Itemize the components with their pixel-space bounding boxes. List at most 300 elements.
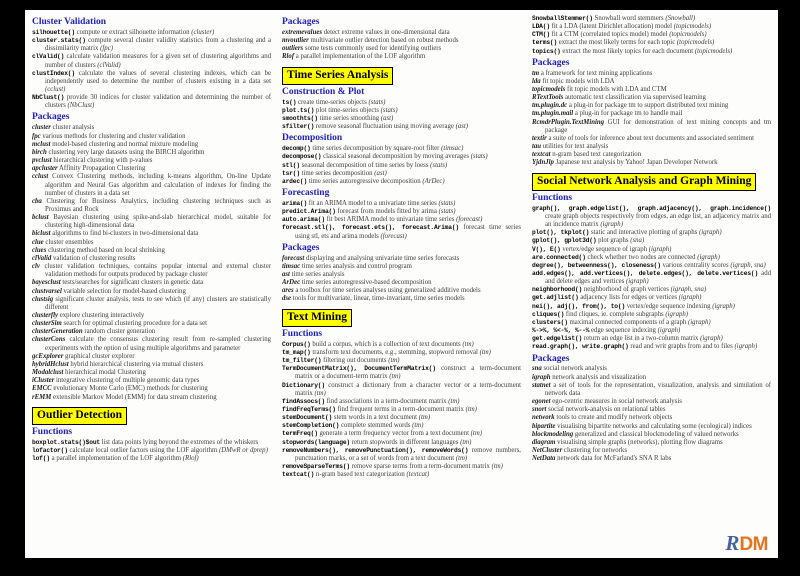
entry-description: calculate the values of several clustering indexes, which can be independently used to determine the number of clusters existing in a data set: [45, 69, 271, 85]
function-name: V(), E(): [532, 245, 561, 253]
package-reference: (igraph): [712, 302, 735, 310]
function-entry: [282, 162, 521, 170]
entry-description: construct a dictionary from a character vector or a term-document matrix: [295, 381, 521, 397]
package-name: ares: [282, 287, 294, 295]
package-name: iCluster: [32, 377, 55, 385]
package-entry: [32, 394, 271, 402]
entry-description: adjacency lists for edges or vertices: [580, 294, 678, 302]
package-entry: [532, 119, 771, 135]
entry-description: tests/searches for significant clusters in genetic data: [62, 279, 204, 287]
entry-description: a plug-in for package tm to support distributed text mining: [568, 102, 729, 110]
function-name: stopwords(language): [282, 438, 350, 446]
entry-description: fit topic models with LDA: [542, 77, 615, 85]
entry-description: variable selection for model-based clustering: [63, 287, 186, 295]
function-name: read.graph(), write.graph(): [532, 343, 629, 351]
entry-description: find cliques, ie. complete subgraphs: [565, 310, 664, 318]
function-name: cliques(): [532, 310, 565, 318]
entry-description: a set of tools for the representation, visualization, analysis and simulation of network data: [545, 381, 771, 397]
package-name: tm: [532, 69, 540, 77]
function-entry: [282, 447, 521, 463]
package-name: cclust: [32, 173, 49, 181]
function-name: graph(), graph.edgelist(), graph.adjacency(), graph.incidence(): [532, 204, 771, 212]
entry-description: cluster validation techniques, contains popular internal and external cluster validation methods for outputs produced by package cluster: [44, 263, 271, 279]
entry-description: extract the most likely terms for each topic: [558, 39, 676, 47]
entry-description: fit topic models with LDA and CTM: [566, 86, 667, 94]
entry-description: a parallel implementation of the LOF algorithm: [51, 455, 182, 463]
package-reference: (fpc): [100, 45, 113, 53]
package-entry: [32, 149, 271, 157]
package-name: textcat: [532, 151, 551, 159]
package-name: clusterGeneration: [32, 328, 83, 336]
package-name: EMCC: [32, 385, 52, 393]
package-entry: [532, 398, 771, 406]
subsection-heading: Functions: [532, 192, 573, 203]
function-name: neighborhood(): [532, 286, 583, 294]
function-entry: [282, 430, 521, 438]
package-reference: (tm): [462, 340, 474, 348]
package-reference: (cluster): [191, 28, 215, 36]
entry-description: find associations in a term-document matrix: [326, 397, 447, 405]
function-entry: [282, 224, 521, 240]
package-reference: (igraph, sna): [730, 261, 766, 269]
entry-description: cluster ensembles: [45, 238, 94, 246]
function-entry: [282, 170, 521, 178]
package-reference: (igraph): [697, 253, 720, 261]
package-name: clusterSim: [32, 320, 62, 328]
package-name: RTextTools: [532, 94, 564, 102]
package-name: sna: [532, 365, 542, 373]
package-name: gcExplorer: [32, 352, 64, 360]
package-name: bayesclust: [32, 279, 61, 287]
package-name: tm.plugin.mail: [532, 110, 574, 118]
function-entry: [532, 327, 771, 335]
package-reference: (igraph): [648, 245, 672, 253]
function-entry: [32, 37, 271, 53]
subsection-heading: Packages: [282, 17, 320, 27]
function-name: stemCompletion(): [282, 422, 340, 430]
function-name: add.edges(), add.vertices(), delete.edges(), delete.vertices(): [532, 269, 759, 277]
package-entry: [532, 382, 771, 398]
package-entry: [32, 336, 271, 352]
package-name: bipartite: [532, 422, 556, 430]
package-entry: [32, 296, 271, 312]
section-header: Time Series Analysis: [282, 67, 393, 85]
entry-description: n-gram based text categorization: [315, 471, 405, 479]
package-name: biclust: [32, 230, 51, 238]
entry-description: hybrid hierarchical clustering via mutual clusters: [70, 360, 204, 368]
entry-description: a plug-in for package tm to handle mail: [574, 110, 683, 118]
function-entry: [282, 349, 521, 357]
package-reference: (tm): [412, 422, 424, 430]
entry-description: clustering for networks: [563, 447, 627, 455]
package-name: lda: [532, 77, 541, 85]
entry-description: network analysis and visualization: [552, 373, 647, 381]
package-entry: [532, 447, 771, 455]
function-name: SnowballStemmer(): [532, 15, 593, 22]
package-entry: [32, 173, 271, 197]
entry-description: automatic text classification via supervised learning: [564, 94, 706, 102]
function-name: topics(): [532, 47, 561, 55]
package-reference: (tm): [448, 397, 460, 405]
entry-description: social network analysis: [543, 365, 607, 373]
function-name: decompose(): [282, 153, 322, 161]
entry-description: calculate validation measures for a given set of clustering algorithms and number of clusters: [45, 53, 271, 69]
function-entry: [282, 123, 521, 131]
package-name: clv: [32, 263, 40, 271]
function-entry: [282, 115, 521, 123]
package-reference: (tm): [314, 389, 326, 397]
package-reference: (tm): [460, 438, 472, 446]
function-name: ts(): [282, 98, 297, 106]
entry-description: plot time-series objects: [315, 106, 379, 114]
function-entry: [32, 455, 271, 463]
package-reference: (forecast): [456, 216, 483, 224]
package-entry: [32, 230, 271, 238]
function-name: plot.ts(): [282, 106, 315, 114]
package-entry: [32, 198, 271, 214]
package-name: Rlof: [282, 53, 295, 61]
entry-description: neighborhood of graph vertices: [583, 286, 669, 294]
package-name: blockmodeling: [532, 430, 574, 438]
entry-description: remove seasonal fluctuation using moving average: [315, 123, 454, 131]
package-entry: [32, 353, 271, 361]
package-name: NetCluster: [532, 447, 563, 455]
function-name: forecast.stl(), forecast.ets(), forecast.Arima(): [282, 224, 459, 232]
package-name: extremevalues: [282, 28, 323, 36]
entry-description: some tests commonly used for identifying outliers: [304, 45, 442, 53]
package-entry: [532, 374, 771, 382]
package-reference: (stats): [430, 161, 448, 169]
package-entry: [32, 279, 271, 287]
package-entry: [282, 271, 521, 279]
entry-description: edge sequence indexing: [590, 327, 656, 335]
entry-description: fit a CTM (correlated topics model) model: [551, 31, 668, 39]
function-name: degree(), betweenness(), closeness(): [532, 261, 661, 269]
package-entry: [32, 288, 271, 296]
entry-description: graphical cluster explorer: [65, 352, 135, 360]
function-entry: [282, 463, 521, 471]
package-reference: (Rlof): [182, 455, 199, 463]
entry-description: time series autoregressive decomposition: [308, 177, 421, 185]
entry-description: displaying and analysing univariate time series forecasts: [305, 254, 460, 262]
entry-description: multivariate outlier detection based on robust methods: [310, 37, 459, 45]
package-name: clusterfly: [32, 312, 59, 319]
function-name: %->%, %<-%, %--%: [532, 327, 590, 335]
package-name: apcluster: [32, 165, 58, 173]
package-name: fpc: [32, 132, 41, 140]
entry-description: algorithms to find bi-clusters in two-dimensional data: [52, 230, 199, 238]
package-name: ast: [282, 270, 290, 278]
package-reference: (tm): [455, 454, 468, 462]
package-entry: [532, 439, 771, 447]
entry-description: Convex Clustering methods, including k-means algorithm, On-line Update algorithm and Neural Gas algorithm and calculation of indexes for finding the number of clusters in a data set: [45, 173, 271, 197]
entry-description: Clustering for Business Analytics, including clustering techniques such as Proximus and Rock: [45, 197, 271, 213]
function-name: tsr(): [282, 169, 300, 177]
function-name: tm_map(): [282, 348, 311, 356]
entry-description: vertex/edge sequence indexing: [626, 302, 711, 310]
reference-card-page: [25, 10, 778, 558]
function-name: NbClust(): [32, 94, 65, 102]
package-reference: (stats): [368, 98, 386, 106]
function-entry: [282, 153, 521, 161]
entry-description: clustering method based on local shrinking: [48, 246, 165, 254]
package-reference: (DMwR or dprep): [219, 447, 268, 455]
package-entry: [532, 102, 771, 110]
function-entry: [282, 422, 521, 430]
entry-description: list data points lying beyond the extremes of the whiskers: [101, 438, 259, 446]
package-name: timsac: [282, 262, 301, 270]
function-entry: [532, 319, 771, 327]
function-entry: [32, 94, 271, 110]
package-name: clues: [32, 246, 47, 254]
entry-description: various methods for clustering and cluster validation: [42, 132, 186, 140]
entry-description: tools to create and modify network objects: [556, 414, 673, 422]
function-name: sfilter(): [282, 123, 315, 131]
function-entry: [282, 471, 521, 479]
function-name: removeNumbers(), removePunctuation(), removeWords(): [282, 446, 469, 454]
entry-description: extensible Markov Model (EMM) for data stream clustering: [52, 393, 217, 401]
function-entry: [532, 15, 771, 23]
package-entry: [532, 86, 771, 94]
function-name: LDA(): [532, 23, 550, 31]
package-name: egonet: [532, 398, 551, 406]
package-name: statnet: [532, 381, 551, 389]
package-name: cluster: [32, 124, 51, 132]
entry-description: Japanese text analysis by Yahoo! Japan Developer Network: [555, 159, 718, 167]
package-reference: (cclust): [45, 86, 66, 94]
function-entry: [532, 237, 771, 245]
package-entry: [282, 295, 521, 303]
function-entry: [532, 294, 771, 302]
package-reference: (tm): [491, 463, 503, 471]
package-name: NetData: [532, 455, 556, 463]
package-entry: [32, 328, 271, 336]
subsection-heading: Forecasting: [282, 188, 330, 199]
function-name: Corpus(): [282, 340, 311, 348]
function-name: TermDocumentMatrix(), DocumentTermMatrix(): [282, 365, 436, 373]
package-entry: [282, 279, 521, 287]
function-entry: [282, 398, 521, 406]
function-entry: [532, 311, 771, 319]
package-entry: [532, 455, 771, 463]
package-name: RcmdrPlugin.TextMining: [532, 118, 605, 126]
package-entry: [32, 133, 271, 141]
logo-letters-dm: DM: [739, 534, 768, 555]
function-name: get.edgelist(): [532, 335, 583, 343]
entry-description: fit an ARIMA model to a univariate time series: [308, 199, 437, 207]
function-entry: [32, 439, 271, 447]
package-entry: [532, 143, 771, 151]
function-name: removeSparseTerms(): [282, 463, 350, 471]
entry-description: read and writ graphs from and to files: [630, 343, 733, 351]
package-name: forecast: [282, 254, 305, 262]
package-entry: [282, 263, 521, 271]
package-name: bclust: [32, 214, 49, 222]
package-reference: (ast): [374, 169, 387, 177]
package-entry: [32, 385, 271, 393]
package-reference: (forecast): [380, 232, 407, 240]
function-entry: [532, 335, 771, 343]
package-entry: [532, 431, 771, 439]
function-entry: [282, 357, 521, 365]
entry-description: significant cluster analysis, tests to see which (if any) clusters are statistically different: [45, 295, 271, 311]
package-entry: [32, 377, 271, 385]
function-entry: [532, 23, 771, 31]
entry-description: calculate the consensus clustering result from re-sampled clustering experiments with the option of using multiple algorithms and parameter: [45, 336, 271, 352]
entry-description: Affinity Propagation Clustering: [59, 165, 146, 173]
entry-description: hierarchical clustering with p-values: [53, 157, 153, 165]
function-entry: [532, 31, 771, 39]
entry-description: visualising simple graphs (networks), plotting flow diagrams: [557, 438, 723, 446]
package-reference: (igraph): [625, 278, 649, 286]
package-name: outliers: [282, 45, 304, 53]
package-entry: [32, 214, 271, 230]
package-name: pvclust: [32, 157, 52, 165]
package-reference: (timsac): [441, 145, 464, 153]
subsection-heading: Construction & Plot: [282, 86, 365, 97]
entry-description: random cluster generation: [84, 328, 156, 336]
entry-description: forecast time series using stl, ets and arima models: [295, 224, 521, 240]
package-reference: (stats): [438, 199, 456, 207]
function-entry: [282, 341, 521, 349]
entry-description: forecast from models fitted by arima: [337, 208, 437, 216]
subsection-heading: Functions: [32, 426, 73, 437]
function-entry: [282, 439, 521, 447]
function-entry: [532, 286, 771, 294]
function-name: termFreq(): [282, 430, 318, 438]
entry-description: static and interactive plotting of graphs: [590, 229, 698, 237]
function-entry: [32, 70, 271, 94]
entry-description: complete stemmed words: [340, 422, 411, 430]
function-entry: [32, 53, 271, 69]
entry-description: model-based clustering and normal mixture modeling: [52, 140, 199, 148]
function-name: silhouette(): [32, 28, 75, 36]
package-entry: [282, 29, 521, 37]
package-name: YjdnJlp: [532, 159, 554, 167]
entry-description: time series smoothing: [319, 115, 380, 122]
entry-description: create graph objects respectively from edges, an edge list, an adjacency matrix and an incidence matrix: [545, 212, 771, 229]
function-entry: [282, 216, 521, 224]
entry-description: time series analysis: [291, 270, 345, 278]
entry-description: vertex/edge sequence of igraph: [562, 245, 648, 253]
function-name: get.adjlist(): [532, 294, 579, 302]
entry-description: generate a term frequency vector from a text document: [319, 430, 469, 438]
package-entry: [282, 53, 521, 61]
package-entry: [532, 406, 771, 414]
package-name: diagram: [532, 438, 556, 446]
entry-description: fit a LDA (latent Dirichlet allocation) model: [551, 23, 673, 31]
entry-description: filtering out documents: [323, 357, 387, 365]
column-2: [532, 15, 771, 553]
package-entry: [32, 141, 271, 149]
package-name: topicmodels: [532, 86, 566, 94]
entry-description: various centrality scores: [662, 261, 729, 269]
package-reference: (sna): [630, 237, 645, 245]
function-entry: [532, 303, 771, 311]
function-name: terms(): [532, 39, 558, 47]
package-reference: (tm): [389, 373, 401, 381]
function-name: stemDocument(): [282, 414, 333, 422]
entry-description: provide 30 indices for cluster validation and determining the number of clusters: [45, 94, 271, 110]
entry-description: visualising bipartite networks and calculating some (ecological) indices: [557, 422, 752, 430]
function-entry: [282, 382, 521, 398]
subsection-heading: Packages: [32, 112, 70, 123]
entry-description: time series autoregressive-based decomposition: [301, 279, 432, 287]
entry-description: a parallel implementation of the LOF algorithm: [295, 53, 426, 61]
package-reference: (clValid): [97, 61, 121, 69]
package-entry: [32, 312, 271, 320]
entry-description: explore clustering interactively: [59, 312, 145, 319]
entry-description: add and delete edges and vertices: [545, 269, 771, 286]
package-reference: (stats): [438, 208, 456, 216]
package-reference: (tm): [479, 348, 491, 356]
package-entry: [282, 255, 521, 263]
package-reference: (textcat): [406, 471, 430, 479]
package-name: cba: [32, 197, 42, 205]
package-name: textir: [532, 134, 547, 142]
function-entry: [32, 29, 271, 37]
entry-description: maximal connected components of a graph: [569, 318, 687, 326]
package-entry: [32, 255, 271, 263]
package-name: Modalclust: [32, 369, 64, 377]
entry-description: utilities for text analysis: [542, 143, 609, 151]
entry-description: classical seasonal decomposition by moving averages: [323, 153, 469, 161]
entry-description: fit best ARIMA model to univariate time series: [326, 216, 455, 224]
function-name: decomp(): [282, 145, 311, 153]
section-header-row: [282, 307, 521, 327]
function-name: ardec(): [282, 177, 308, 185]
function-name: cluster.stats(): [32, 37, 86, 45]
function-entry: [282, 145, 521, 153]
subsection-heading: Functions: [282, 328, 323, 339]
section-header-row: [282, 65, 521, 85]
entry-description: a suite of tools for inference about text documents and associated sentiment: [548, 134, 754, 142]
entry-description: a toolbox for time series analyses using generalized additive models: [295, 287, 481, 295]
function-name: clustIndex(): [32, 69, 75, 77]
subsection-heading: Decomposition: [282, 133, 343, 144]
entry-description: transform text documents, e.g., stemming, stopword removal: [312, 348, 478, 356]
package-entry: [282, 37, 521, 45]
package-entry: [532, 110, 771, 118]
function-name: findFreqTerms(): [282, 405, 336, 413]
package-entry: [532, 94, 771, 102]
package-entry: [532, 414, 771, 422]
package-entry: [32, 369, 271, 377]
entry-description: social network-analysis on relational tables: [548, 406, 666, 414]
function-entry: [282, 99, 521, 107]
function-name: lofactor(): [32, 447, 68, 455]
entry-description: integrative clustering of multiple genomic data types: [56, 377, 200, 385]
package-reference: (igraph): [678, 294, 702, 302]
entry-description: build a corpus, which is a collection of text documents: [312, 340, 461, 348]
function-entry: [532, 246, 771, 254]
package-name: clValid: [32, 254, 52, 262]
function-name: tm_filter(): [282, 357, 322, 365]
entry-description: return an edge list in a two-column matrix: [583, 335, 699, 343]
entry-description: create time-series objects: [298, 98, 367, 106]
package-reference: (stats): [470, 153, 488, 161]
package-entry: [32, 320, 271, 328]
function-entry: [32, 447, 271, 455]
package-entry: [532, 135, 771, 143]
package-reference: (topicmodels): [676, 39, 715, 47]
function-name: CTM(): [532, 31, 550, 39]
function-name: clValid(): [32, 53, 65, 61]
package-name: mclust: [32, 140, 51, 148]
function-entry: [532, 254, 771, 262]
package-reference: (igraph): [657, 327, 681, 335]
package-reference: (topicmodels): [694, 47, 733, 55]
